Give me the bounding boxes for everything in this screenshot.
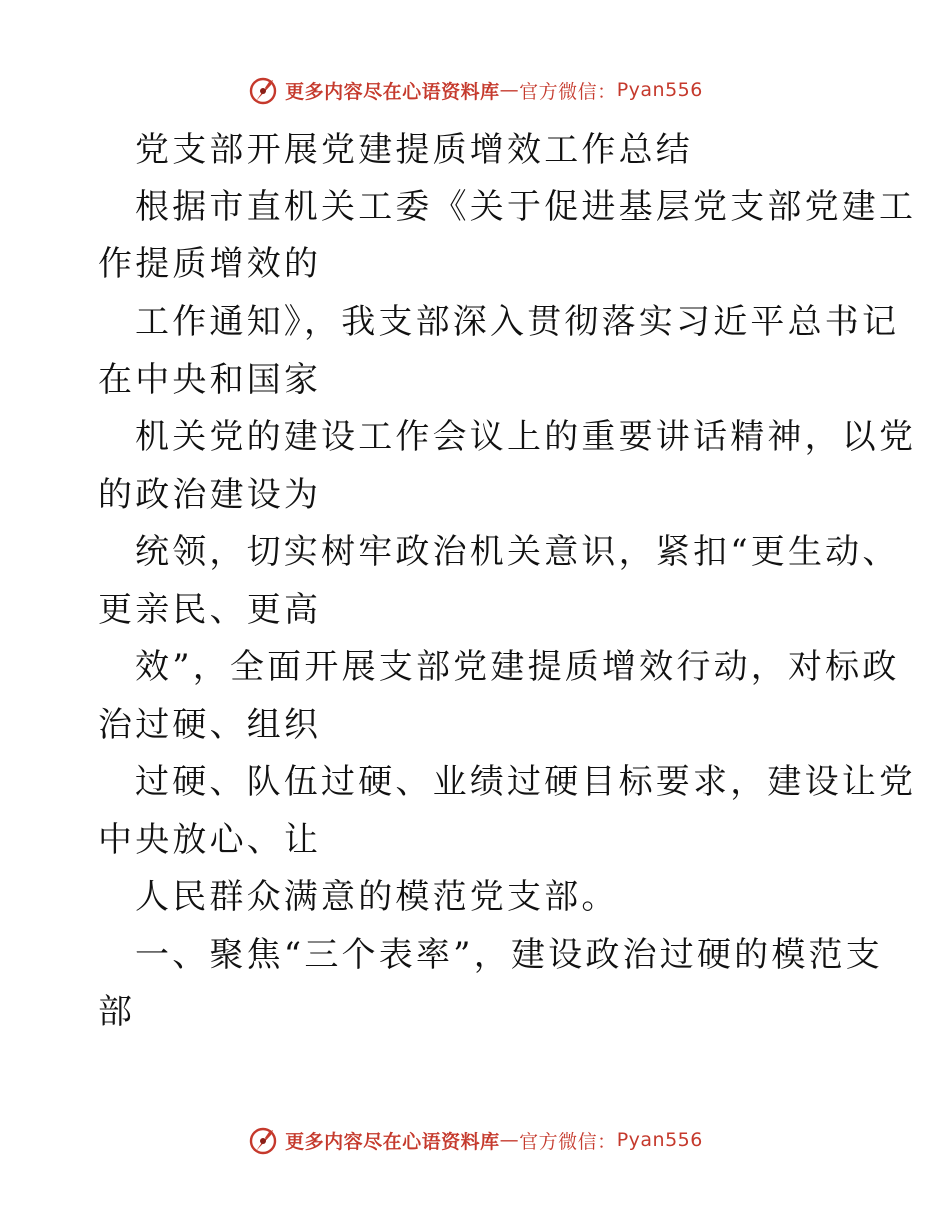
paragraph-line-5: 机关党的建设工作会议上的重要讲话精神，以党 [135, 417, 917, 457]
paragraph-line-1: 根据市直机关工委《关于促进基层党支部党建工 [135, 187, 917, 227]
paragraph-line-8: 更亲民、更高 [98, 590, 322, 630]
banner-wechat-label: 官方微信： [519, 1130, 617, 1153]
paragraph-line-10: 治过硬、组织 [98, 705, 322, 745]
header-watermark-banner [0, 70, 950, 110]
banner-wechat-id: Pyan556 [616, 79, 703, 101]
section-heading-1: 一、聚焦“三个表率”，建设政治过硬的模范支 [135, 935, 883, 975]
paragraph-line-11: 过硬、队伍过硬、业绩过硬目标要求，建设让党 [135, 762, 917, 802]
paragraph-line-7: 统领，切实树牢政治机关意识，紧扣“更生动、 [135, 532, 900, 572]
paragraph-line-9: 效”，全面开展支部党建提质增效行动，对标政 [135, 647, 900, 687]
paragraph-line-2: 作提质增效的 [98, 244, 322, 284]
paragraph-line-13: 人民群众满意的模范党支部。 [135, 877, 619, 917]
paragraph-line-3: 工作通知》，我支部深入贯彻落实习近平总书记 [135, 302, 900, 342]
banner-dash: — [499, 1129, 520, 1151]
section-heading-1-cont: 部 [98, 992, 136, 1032]
quill-pen-circle-icon [247, 1124, 279, 1156]
banner-main-text: 更多内容尽在心语资料库 [285, 1130, 500, 1153]
paragraph-line-12: 中央放心、让 [98, 820, 322, 860]
banner-dash: — [499, 79, 520, 101]
quill-pen-circle-icon [247, 74, 279, 106]
banner-wechat-id: Pyan556 [616, 1129, 703, 1151]
paragraph-line-4: 在中央和国家 [98, 360, 322, 400]
paragraph-line-6: 的政治建设为 [98, 475, 322, 515]
document-title: 党支部开展党建提质增效工作总结 [135, 130, 693, 170]
banner-main-text: 更多内容尽在心语资料库 [285, 80, 500, 103]
footer-watermark-banner [0, 1120, 950, 1160]
banner-wechat-label: 官方微信： [519, 80, 617, 103]
